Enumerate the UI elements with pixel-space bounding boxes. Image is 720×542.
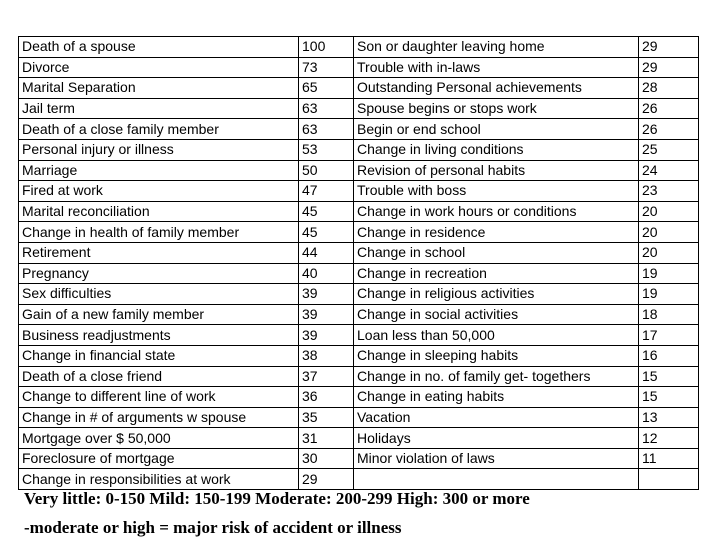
score-cell: 28 bbox=[639, 78, 699, 99]
stress-scale-legend: Very little: 0-150 Mild: 150-199 Moderate: 200-299 High: 300 or more bbox=[24, 489, 530, 508]
score-cell: 29 bbox=[299, 469, 354, 490]
event-cell: Retirement bbox=[19, 242, 299, 263]
event-cell: Pregnancy bbox=[19, 263, 299, 284]
score-cell: 73 bbox=[299, 57, 354, 78]
table-row bbox=[19, 242, 699, 263]
table-row bbox=[19, 448, 699, 469]
score-cell: 15 bbox=[639, 366, 699, 387]
event-cell: Personal injury or illness bbox=[19, 139, 299, 160]
score-cell: 38 bbox=[299, 345, 354, 366]
table-row bbox=[19, 37, 699, 58]
table-row bbox=[19, 428, 699, 449]
footer bbox=[24, 484, 714, 542]
table-row bbox=[19, 119, 699, 140]
event-cell: Change in health of family member bbox=[19, 222, 299, 243]
score-cell: 65 bbox=[299, 78, 354, 99]
score-cell: 19 bbox=[639, 263, 699, 284]
table-row bbox=[19, 98, 699, 119]
event-cell: Change in no. of family get- togethers bbox=[354, 366, 639, 387]
score-cell: 63 bbox=[299, 119, 354, 140]
score-cell: 23 bbox=[639, 181, 699, 202]
event-cell: Foreclosure of mortgage bbox=[19, 448, 299, 469]
table-row bbox=[19, 139, 699, 160]
table-row bbox=[19, 222, 699, 243]
score-cell: 40 bbox=[299, 263, 354, 284]
score-cell: 63 bbox=[299, 98, 354, 119]
event-cell: Spouse begins or stops work bbox=[354, 98, 639, 119]
life-events-table bbox=[18, 36, 699, 490]
score-cell: 29 bbox=[639, 57, 699, 78]
score-cell: 25 bbox=[639, 139, 699, 160]
event-cell: Loan less than 50,000 bbox=[354, 325, 639, 346]
event-cell: Holidays bbox=[354, 428, 639, 449]
score-cell: 36 bbox=[299, 387, 354, 408]
score-cell: 39 bbox=[299, 284, 354, 305]
table-row bbox=[19, 387, 699, 408]
event-cell: Death of a spouse bbox=[19, 37, 299, 58]
event-cell: Marital Separation bbox=[19, 78, 299, 99]
table-row bbox=[19, 407, 699, 428]
event-cell: Change in financial state bbox=[19, 345, 299, 366]
score-cell: 39 bbox=[299, 325, 354, 346]
event-cell: Mortgage over $ 50,000 bbox=[19, 428, 299, 449]
event-cell: Change in living conditions bbox=[354, 139, 639, 160]
score-cell: 29 bbox=[639, 37, 699, 58]
event-cell: Change in recreation bbox=[354, 263, 639, 284]
event-cell: Death of a close friend bbox=[19, 366, 299, 387]
event-cell: Sex difficulties bbox=[19, 284, 299, 305]
score-cell: 45 bbox=[299, 201, 354, 222]
score-cell: 20 bbox=[639, 222, 699, 243]
event-cell: Vacation bbox=[354, 407, 639, 428]
score-cell: 24 bbox=[639, 160, 699, 181]
event-cell: Change in responsibilities at work bbox=[19, 469, 299, 490]
score-cell: 16 bbox=[639, 345, 699, 366]
score-cell: 17 bbox=[639, 325, 699, 346]
score-cell: 13 bbox=[639, 407, 699, 428]
table-row bbox=[19, 366, 699, 387]
risk-note: -moderate or high = major risk of accident or illness bbox=[24, 518, 402, 537]
table-row bbox=[19, 345, 699, 366]
score-cell: 20 bbox=[639, 242, 699, 263]
event-cell: Son or daughter leaving home bbox=[354, 37, 639, 58]
table-row bbox=[19, 57, 699, 78]
event-cell: Marriage bbox=[19, 160, 299, 181]
event-cell: Trouble with boss bbox=[354, 181, 639, 202]
score-cell: 45 bbox=[299, 222, 354, 243]
event-cell: Gain of a new family member bbox=[19, 304, 299, 325]
score-cell: 44 bbox=[299, 242, 354, 263]
event-cell: Change in social activities bbox=[354, 304, 639, 325]
table-row bbox=[19, 263, 699, 284]
score-cell: 18 bbox=[639, 304, 699, 325]
score-cell: 20 bbox=[639, 201, 699, 222]
score-cell: 19 bbox=[639, 284, 699, 305]
event-cell: Change in residence bbox=[354, 222, 639, 243]
score-cell: 15 bbox=[639, 387, 699, 408]
table-row bbox=[19, 181, 699, 202]
score-cell: 11 bbox=[639, 448, 699, 469]
event-cell: Trouble with in-laws bbox=[354, 57, 639, 78]
score-cell: 12 bbox=[639, 428, 699, 449]
score-cell: 30 bbox=[299, 448, 354, 469]
score-cell: 31 bbox=[299, 428, 354, 449]
event-cell: Outstanding Personal achievements bbox=[354, 78, 639, 99]
score-cell: 26 bbox=[639, 119, 699, 140]
score-cell: 100 bbox=[299, 37, 354, 58]
event-cell: Jail term bbox=[19, 98, 299, 119]
table-row bbox=[19, 284, 699, 305]
score-cell: 35 bbox=[299, 407, 354, 428]
score-cell: 37 bbox=[299, 366, 354, 387]
event-cell: Marital reconciliation bbox=[19, 201, 299, 222]
event-cell: Change to different line of work bbox=[19, 387, 299, 408]
event-cell: Revision of personal habits bbox=[354, 160, 639, 181]
table-row bbox=[19, 160, 699, 181]
event-cell: Change in work hours or conditions bbox=[354, 201, 639, 222]
score-cell: 50 bbox=[299, 160, 354, 181]
score-cell: 53 bbox=[299, 139, 354, 160]
event-cell: Divorce bbox=[19, 57, 299, 78]
table-body bbox=[19, 37, 699, 490]
event-cell: Fired at work bbox=[19, 181, 299, 202]
event-cell: Begin or end school bbox=[354, 119, 639, 140]
table-row bbox=[19, 201, 699, 222]
table-row bbox=[19, 325, 699, 346]
event-cell: Business readjustments bbox=[19, 325, 299, 346]
score-cell: 47 bbox=[299, 181, 354, 202]
event-cell: Minor violation of laws bbox=[354, 448, 639, 469]
event-cell: Change in school bbox=[354, 242, 639, 263]
score-cell: 26 bbox=[639, 98, 699, 119]
table-row bbox=[19, 304, 699, 325]
event-cell: Change in sleeping habits bbox=[354, 345, 639, 366]
event-cell: Change in religious activities bbox=[354, 284, 639, 305]
event-cell: Death of a close family member bbox=[19, 119, 299, 140]
event-cell: Change in # of arguments w spouse bbox=[19, 407, 299, 428]
table-row bbox=[19, 78, 699, 99]
event-cell: Change in eating habits bbox=[354, 387, 639, 408]
score-cell: 39 bbox=[299, 304, 354, 325]
